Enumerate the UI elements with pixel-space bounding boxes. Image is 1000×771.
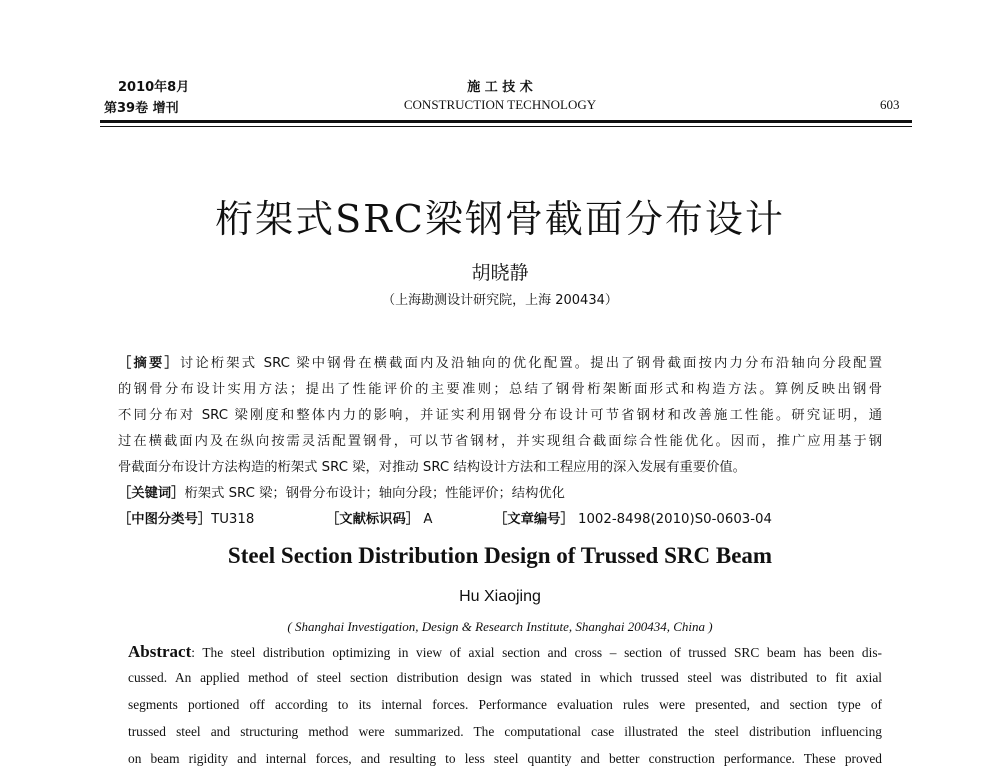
article-number-label: ［文章编号］ (494, 512, 574, 527)
page-number: 603 (880, 97, 900, 112)
classification-value: TU318 (211, 512, 255, 527)
abstract-cn-line: 不同分布对 SRC 梁刚度和整体内力的影响，并证实利用钢骨分布设计可节省钢材和改善施工性能。研究证明，通 (118, 408, 882, 423)
abstract-en-line: trussed steel and structuring method were summarized. The computational case illustrated the steel distribution influencing (128, 724, 882, 739)
abstract-en-line: segments portioned off according to its internal forces. Performance evaluation rules were presented, and section type of (128, 697, 882, 712)
document-code-value: A (423, 512, 433, 527)
article-number (494, 508, 772, 527)
paper-title: 桁架式SRC梁钢骨截面分布设计 (215, 197, 785, 241)
abstract-cn-line: 骨截面分布设计方法构造的桁架式 SRC 梁，对推动 SRC 结构设计方法和工程应用的深入发展有重要价值。 (118, 460, 746, 475)
english-title: Steel Section Distribution Design of Trussed SRC Beam (227, 543, 773, 568)
abstract-cn-line: 的钢骨分布设计实用方法；提出了性能评价的主要准则；总结了钢骨桁架断面形式和构造方法。算例反映出钢骨 (118, 382, 882, 397)
abstract-en-label: Abstract (128, 642, 192, 661)
abstract-en-line: cussed. An applied method of steel section distribution design was stated in which trussed steel was distributed to fit axial (128, 670, 882, 685)
classification-label: ［中图分类号］ (118, 512, 212, 527)
abstract-en-line (128, 642, 882, 662)
document-code-label: ［文献标识码］ (326, 512, 420, 527)
keywords (118, 482, 565, 501)
abstract-en-line: on beam rigidity and internal forces, and resulting to less steel quantity and better construction performance. These proved (128, 751, 882, 766)
abstract-cn-text: 讨论桁架式 SRC 梁中钢骨在横截面内及沿轴向的优化配置。提出了钢骨截面按内力分布沿轴向分段配置 (179, 356, 882, 371)
author-affiliation: （上海勘测设计研究院，上海 200434） (382, 293, 618, 308)
issue-volume: 第39卷 增刊 (104, 101, 179, 116)
abstract-en-text: : The steel distribution optimizing in view of axial section and cross – section of trussed SRC beam has been dis- (191, 645, 882, 660)
keywords-value: 桁架式 SRC 梁；钢骨分布设计；轴向分段；性能评价；结构优化 (184, 486, 565, 501)
header-rule-thin (100, 126, 912, 127)
abstract-cn-line (118, 352, 882, 372)
abstract-cn-line: 过在横截面内及在纵向按需灵活配置钢骨，可以节省钢材，并实现组合截面综合性能优化。因而，推广应用基于钢 (118, 434, 882, 449)
issue-date: 2010年8月 (118, 80, 190, 95)
header-rule-thick (100, 120, 912, 123)
journal-name-cn: 施 工 技 术 (467, 80, 533, 95)
journal-name-en: CONSTRUCTION TECHNOLOGY (403, 97, 597, 112)
classification-number (118, 508, 254, 527)
paper-author: 胡晓静 (471, 262, 529, 284)
keywords-label: ［关键词］ (118, 486, 185, 501)
english-author: Hu Xiaojing (459, 588, 541, 605)
abstract-cn-label: ［摘要］ (118, 356, 180, 371)
article-number-value: 1002-8498(2010)S0-0603-04 (578, 512, 772, 527)
english-affiliation: ( Shanghai Investigation, Design & Research Institute, Shanghai 200434, China ) (287, 619, 713, 634)
document-code (326, 508, 432, 527)
